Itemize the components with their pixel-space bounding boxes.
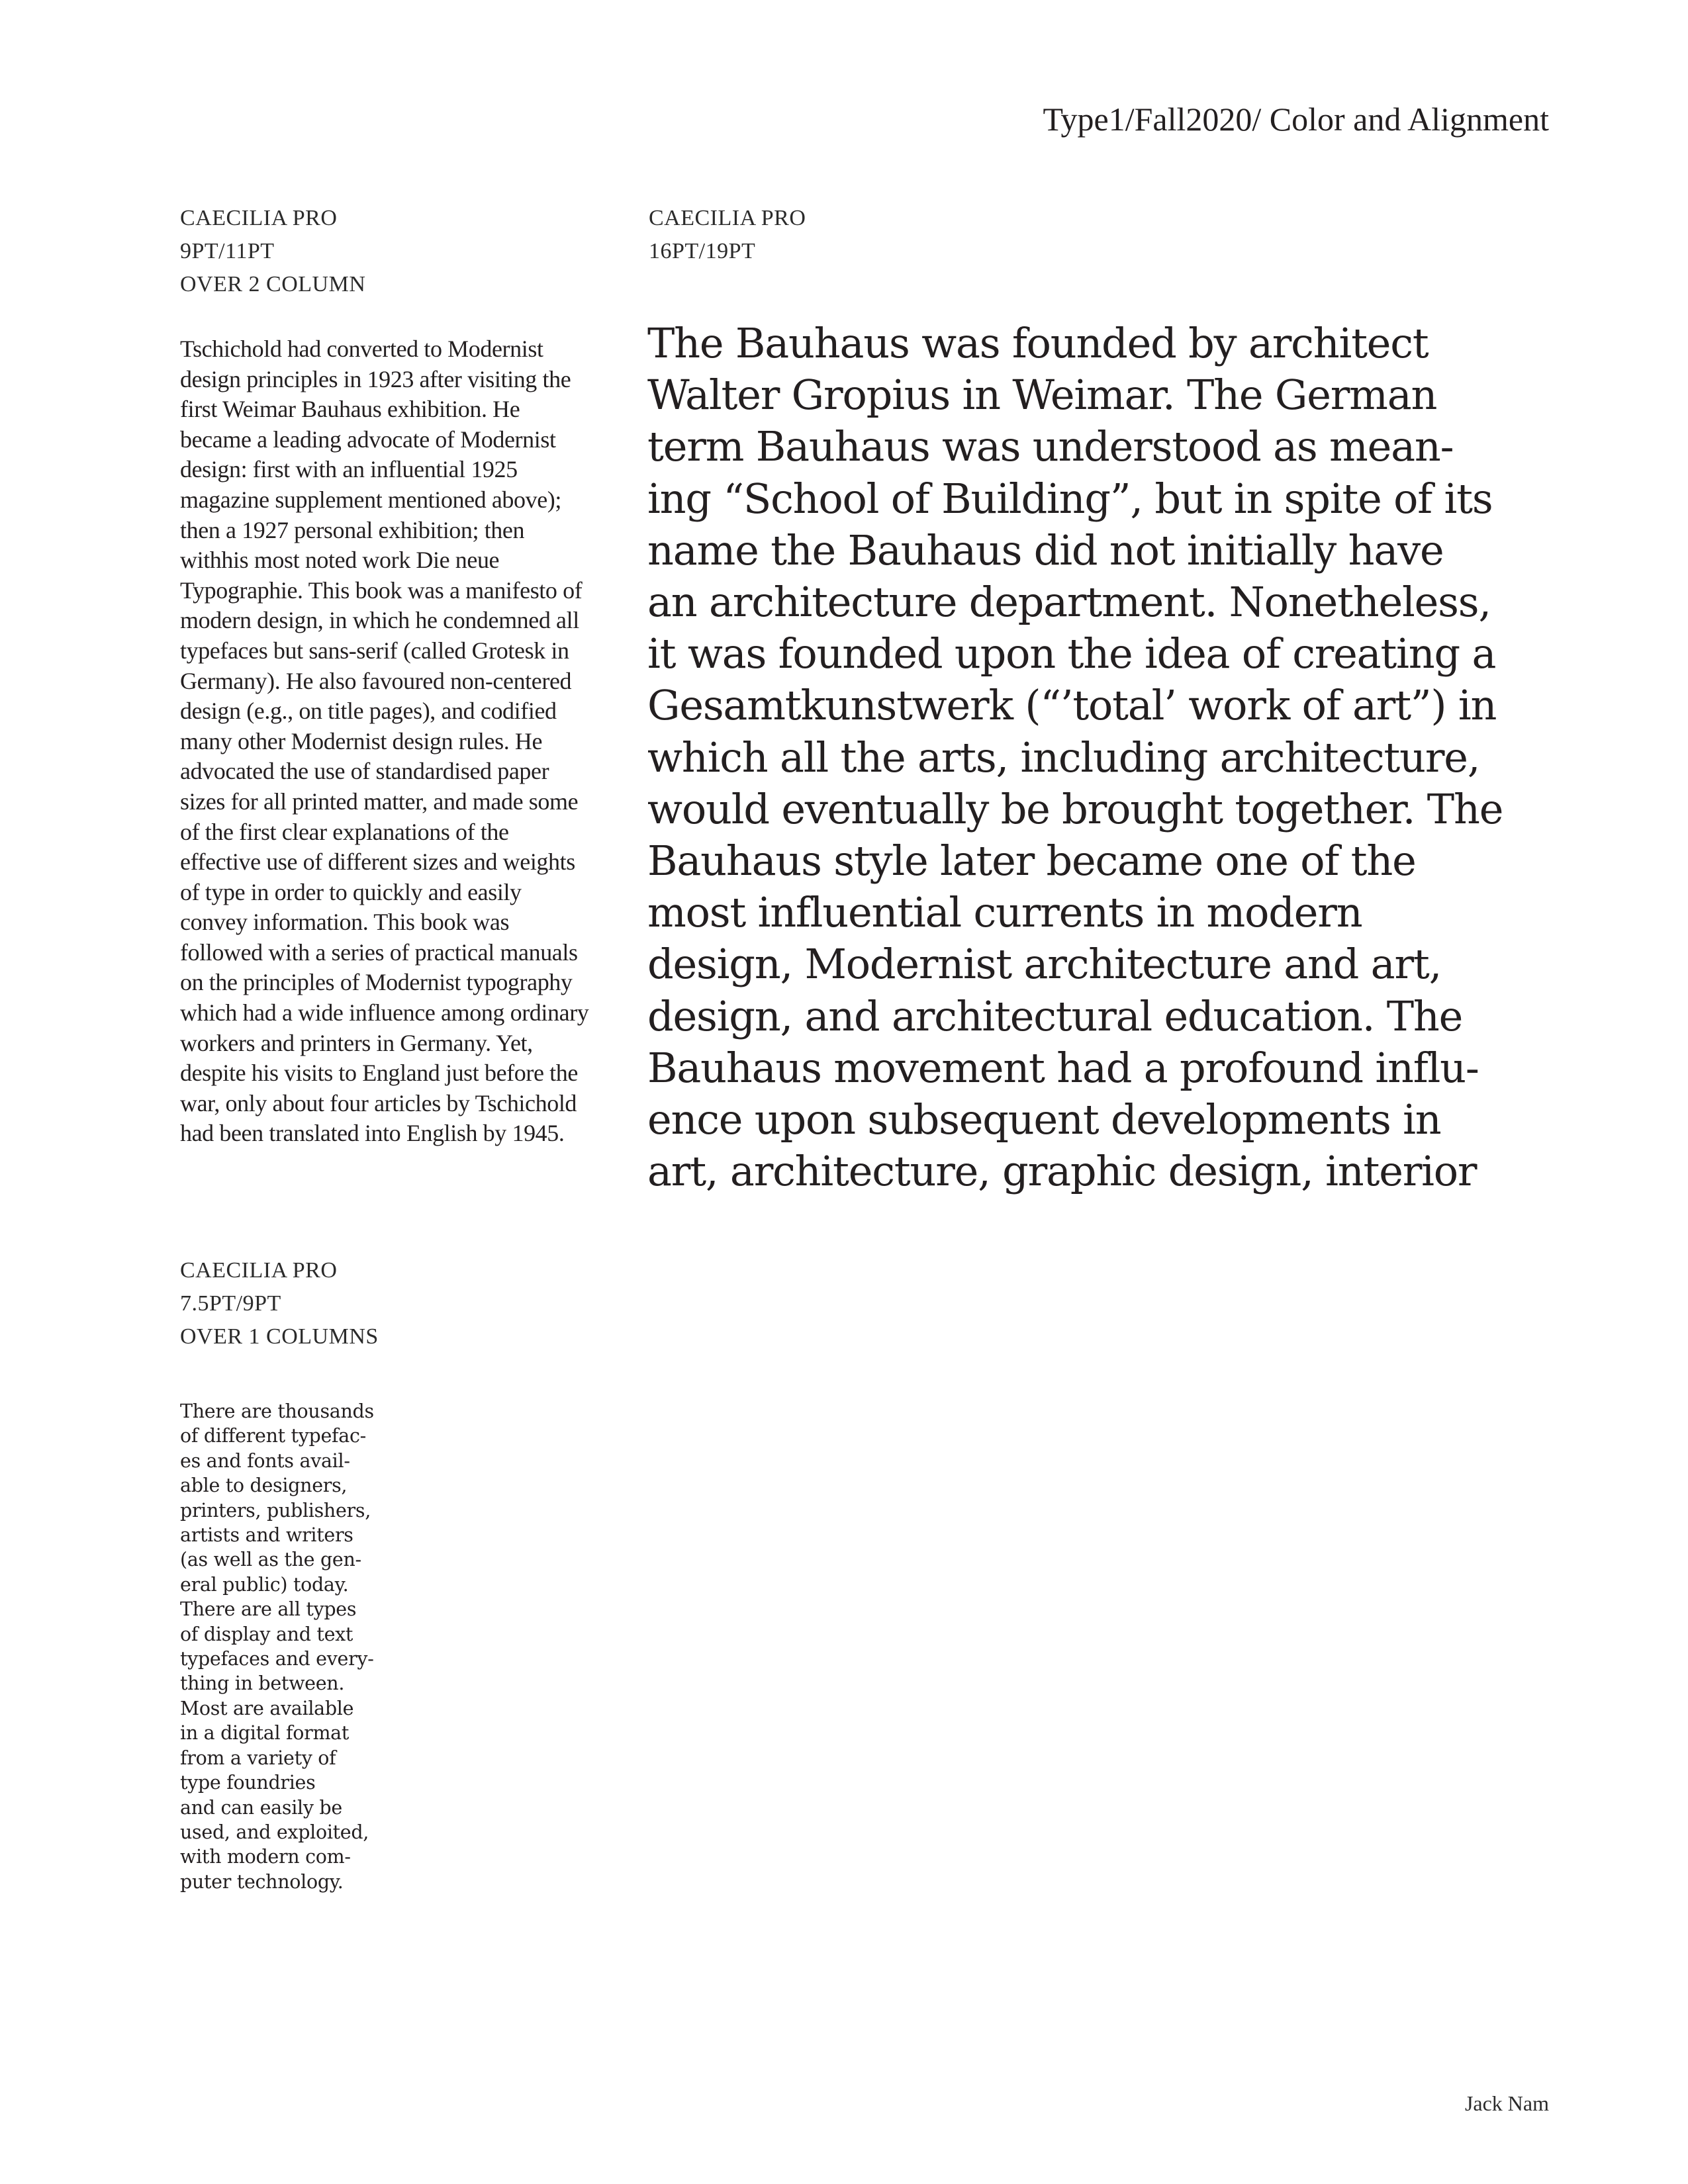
- specimen-3-columns: OVER 1 COLUMNS: [180, 1324, 379, 1349]
- text-line: sizes for all printed matter, and made some: [180, 788, 579, 815]
- text-line: magazine supplement mentioned above);: [180, 486, 562, 513]
- text-line: on the principles of Modernist typography: [180, 969, 573, 996]
- text-line: effective use of different sizes and weights: [180, 848, 575, 876]
- text-line: Typographie. This book was a manifesto of: [180, 576, 583, 604]
- text-line: war, only about four articles by Tschichold: [180, 1089, 577, 1116]
- text-line: of type in order to quickly and easily: [180, 878, 522, 905]
- text-line: design, and architectural education. The: [647, 991, 1463, 1040]
- specimen-3-body: [180, 1399, 374, 1894]
- text-line: many other Modernist design rules. He: [180, 727, 543, 754]
- text-line: eral public) today.: [180, 1573, 349, 1596]
- specimen-2-body: [647, 318, 1503, 1197]
- specimen-1-body: [180, 334, 588, 1149]
- text-line: became a leading advocate of Modernist: [180, 426, 556, 453]
- text-line: with modern com-: [180, 1846, 351, 1868]
- specimen-3-font-name: CAECILIA PRO: [180, 1258, 338, 1283]
- text-line: design: first with an influential 1925: [180, 456, 518, 483]
- text-line: artists and writers: [180, 1524, 353, 1547]
- footer-author: Jack Nam: [1464, 2091, 1549, 2115]
- text-line: of different typefac-: [180, 1425, 366, 1447]
- text-line: first Weimar Bauhaus exhibition. He: [180, 396, 520, 423]
- text-line: name the Bauhaus did not initially have: [647, 525, 1444, 574]
- text-line: typefaces but sans-serif (called Grotesk in: [180, 637, 569, 664]
- specimen-3-size: 7.5PT/9PT: [180, 1291, 281, 1316]
- text-line: There are all types: [180, 1598, 357, 1621]
- text-line: type foundries: [180, 1772, 316, 1794]
- text-line: would eventually be brought together. The: [647, 784, 1503, 833]
- text-line: term Bauhaus was understood as mean-: [647, 422, 1454, 471]
- specimen-3-label: [180, 1254, 379, 1353]
- text-line: Bauhaus movement had a profound influ-: [647, 1043, 1479, 1092]
- text-line: ence upon subsequent developments in: [647, 1095, 1441, 1144]
- text-line: ing “School of Building”, but in spite of its: [647, 474, 1493, 523]
- specimen-1-columns: OVER 2 COLUMN: [180, 272, 366, 296]
- text-line: typefaces and every-: [180, 1648, 374, 1670]
- text-line: The Bauhaus was founded by architect: [647, 319, 1429, 367]
- text-line: printers, publishers,: [180, 1499, 371, 1522]
- text-line: it was founded upon the idea of creating a: [647, 629, 1496, 678]
- text-line: despite his visits to England just before the: [180, 1060, 578, 1087]
- text-line: which all the arts, including architecture,: [647, 733, 1480, 782]
- text-line: design (e.g., on title pages), and codified: [180, 698, 557, 725]
- text-line: thing in between.: [180, 1672, 345, 1695]
- text-line: design principles in 1923 after visiting the: [180, 365, 571, 392]
- text-line: then a 1927 personal exhibition; then: [180, 516, 525, 543]
- text-line: of display and text: [180, 1623, 353, 1645]
- text-line: design, Modernist architecture and art,: [647, 940, 1442, 989]
- text-line: which had a wide influence among ordinary: [180, 999, 589, 1026]
- text-line: modern design, in which he condemned all: [180, 607, 579, 634]
- text-line: Germany). He also favoured non-centered: [180, 667, 572, 694]
- specimen-1-label: [180, 202, 365, 301]
- specimen-1-size: 9PT/11PT: [180, 239, 275, 263]
- text-line: Bauhaus style later became one of the: [647, 837, 1416, 886]
- text-line: es and fonts avail-: [180, 1449, 350, 1472]
- text-line: used, and exploited,: [180, 1821, 369, 1843]
- text-line: art, architecture, graphic design, interior: [647, 1147, 1477, 1196]
- text-line: had been translated into English by 1945.: [180, 1120, 565, 1147]
- specimen-2-font-name: CAECILIA PRO: [649, 206, 806, 230]
- text-line: in a digital format: [180, 1722, 350, 1745]
- text-line: Gesamtkunstwerk (“’total’ work of art”) in: [647, 681, 1497, 730]
- page-header-title: Type1/Fall2020/ Color and Alignment: [1043, 101, 1549, 138]
- text-line: Walter Gropius in Weimar. The German: [647, 371, 1437, 420]
- specimen-2-label: [649, 202, 806, 268]
- text-line: puter technology.: [180, 1870, 344, 1893]
- text-line: of the first clear explanations of the: [180, 818, 509, 845]
- text-line: and can easily be: [180, 1796, 342, 1819]
- text-line: an architecture department. Nonetheless,: [647, 578, 1491, 627]
- text-line: workers and printers in Germany. Yet,: [180, 1029, 533, 1056]
- text-line: able to designers,: [180, 1475, 348, 1497]
- text-line: withhis most noted work Die neue: [180, 547, 500, 574]
- text-line: Most are available: [180, 1697, 354, 1719]
- text-line: advocated the use of standardised paper: [180, 758, 549, 785]
- specimen-2-size: 16PT/19PT: [649, 239, 756, 263]
- text-line: There are thousands: [180, 1400, 374, 1422]
- text-line: Tschichold had converted to Modernist: [180, 336, 543, 362]
- text-line: from a variety of: [180, 1747, 336, 1769]
- text-line: (as well as the gen-: [180, 1549, 361, 1571]
- text-line: most influential currents in modern: [647, 888, 1362, 937]
- text-line: followed with a series of practical manuals: [180, 938, 578, 966]
- text-line: convey information. This book was: [180, 909, 510, 936]
- specimen-1-font-name: CAECILIA PRO: [180, 206, 338, 230]
